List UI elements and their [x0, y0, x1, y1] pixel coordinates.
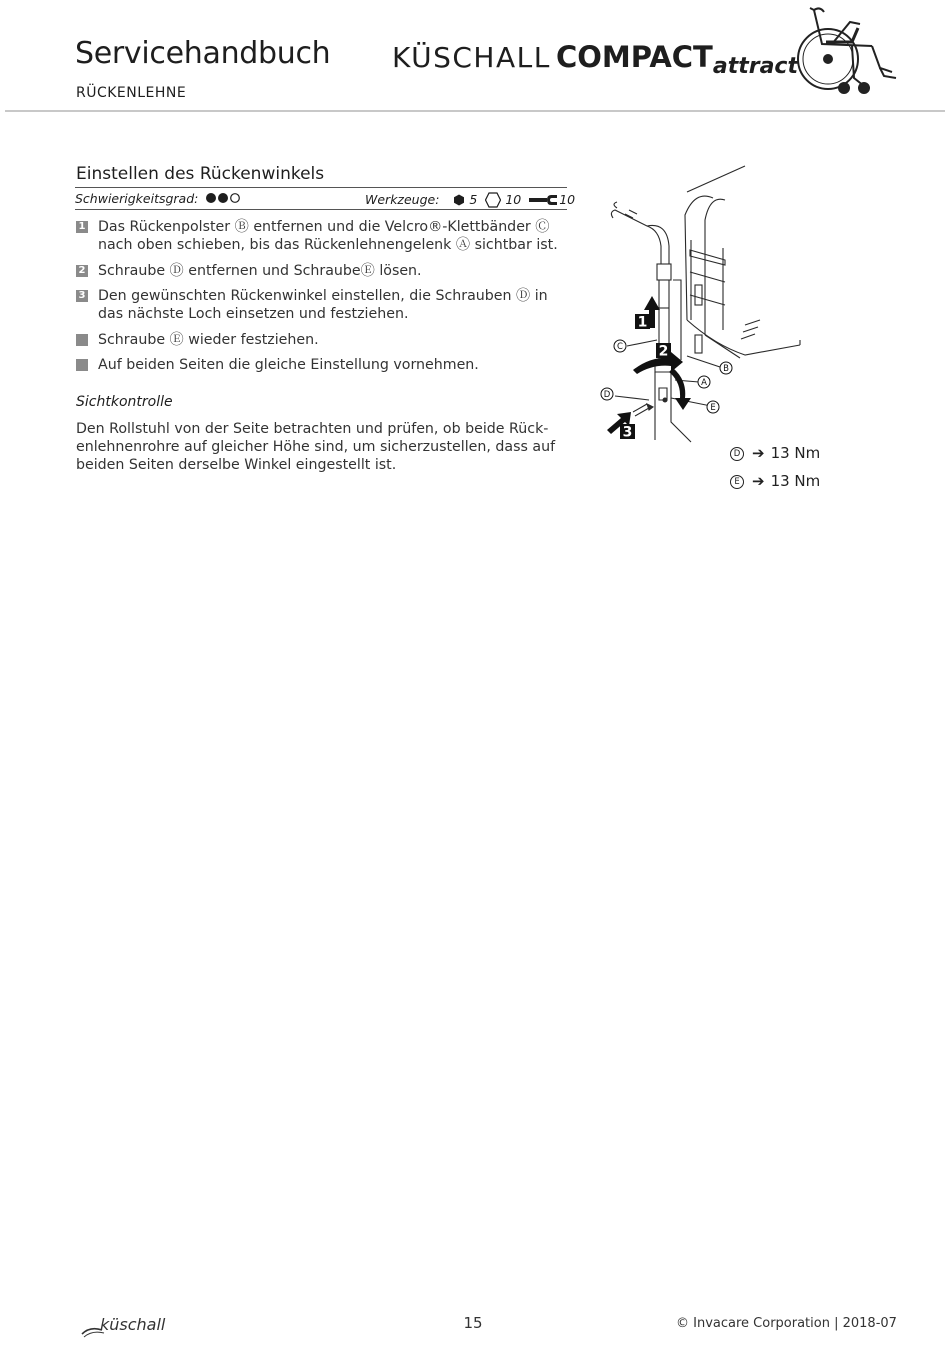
step-marker: 1	[76, 221, 88, 233]
step-5	[76, 356, 566, 376]
torque-value: 13 Nm	[770, 472, 821, 490]
step-1	[76, 218, 566, 256]
label-a: A	[701, 378, 707, 388]
backrest-illustration	[595, 160, 810, 464]
tool-size-hex-key: 5	[469, 192, 478, 207]
step-marker: 2	[76, 265, 88, 277]
figure-step-1: 1	[637, 314, 648, 331]
tools-label: Werkzeuge:	[365, 192, 440, 207]
check-text: Den Rollstuhl von der Seite betrachten und prüfen, ob beide Rück-enlehnenrohre auf gleicher Höhe sind, um sicherzustellen, dass auf beiden Seiten derselbe Winkel eingestellt ist.	[76, 421, 556, 473]
wrench-icon	[529, 193, 559, 207]
page-number: 15	[463, 1314, 483, 1332]
copyright-text: © Invacare Corporation | 2018-07	[676, 1316, 897, 1331]
step-marker	[76, 334, 88, 346]
table-top-rule	[75, 187, 567, 188]
footer-logo-text: küschall	[100, 1315, 166, 1334]
product-model: COMPACT	[555, 40, 713, 74]
arrow-right-icon: ➔	[752, 444, 765, 462]
label-b: B	[723, 364, 729, 374]
step-text: Schraube Ⓔ wieder festziehen.	[98, 332, 319, 348]
section-label: RÜCKENLEHNE	[76, 85, 187, 101]
step-text: Auf beiden Seiten die gleiche Einstellung vornehmen.	[98, 357, 479, 373]
difficulty-tools-row	[75, 189, 576, 209]
product-name	[392, 40, 798, 79]
step-3	[76, 287, 566, 325]
step-text: Das Rückenpolster Ⓑ entfernen und die Velcro®-Klettbänder Ⓒ nach oben schieben, bis das Rückenlehnengelenk Ⓐ sichtbar ist.	[98, 219, 558, 253]
step-2	[76, 262, 566, 282]
section-heading: Einstellen des Rückenwinkels	[76, 164, 325, 184]
difficulty-label: Schwierigkeitsgrad:	[75, 191, 199, 206]
figure-step-2: 2	[658, 343, 669, 360]
label-c: C	[617, 342, 623, 352]
label-e: E	[710, 403, 716, 413]
tools-list	[365, 191, 575, 208]
label-d: D	[603, 390, 611, 400]
arrow-step-2-down	[669, 368, 691, 410]
product-brand: KÜSCHALL	[392, 41, 551, 74]
torque-d	[730, 444, 820, 462]
product-variant: attract	[712, 54, 798, 79]
table-bottom-rule	[75, 209, 567, 210]
hex-nut-icon	[485, 192, 501, 208]
header-divider	[5, 110, 945, 112]
step-text: Schraube Ⓓ entfernen und SchraubeⒺ lösen.	[98, 263, 422, 279]
kuschall-logo	[80, 1314, 172, 1342]
step-4	[76, 331, 566, 351]
check-heading: Sichtkontrolle	[76, 394, 173, 410]
step-marker: 3	[76, 290, 88, 302]
document-title: Servicehandbuch	[75, 36, 331, 71]
difficulty-dot-empty	[231, 194, 240, 203]
torque-part-label: D	[730, 447, 744, 461]
step-text: Den gewünschten Rückenwinkel einstellen, die Schrauben Ⓓ in das nächste Loch einsetzen und festziehen.	[98, 288, 548, 322]
step-marker	[76, 359, 88, 371]
torque-value: 13 Nm	[770, 444, 821, 462]
difficulty-dot-filled	[206, 193, 216, 203]
arrow-right-icon: ➔	[752, 472, 765, 490]
torque-e	[730, 472, 820, 490]
wheelchair-icon	[792, 2, 902, 106]
figure-step-3: 3	[622, 424, 633, 441]
torque-part-label: E	[730, 475, 744, 489]
difficulty-dot-filled	[218, 193, 228, 203]
tool-size-wrench: 10	[559, 192, 576, 207]
difficulty-rating	[205, 192, 241, 207]
hex-key-icon	[453, 194, 465, 206]
tool-size-hex-nut: 10	[505, 192, 522, 207]
